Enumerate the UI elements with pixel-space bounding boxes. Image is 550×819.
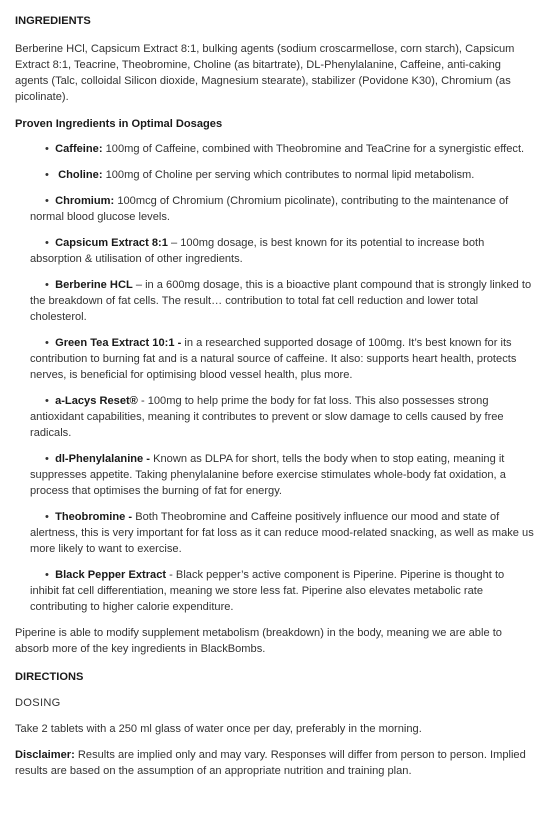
benefit-name: Green Tea Extract 10:1 - <box>55 337 182 349</box>
bullet: • <box>45 453 49 465</box>
bullet: • <box>45 195 49 207</box>
ingredients-heading: INGREDIENTS <box>15 15 91 27</box>
benefit-name: a-Lacys Reset® <box>55 395 138 407</box>
benefit-text: in a researched supported dosage of 100mg. It’s best known for its contribution to burning fat and is a natural source of caffeine. It also: supports heart health, protects nerves, is beneficial for optimising blood vessel health, plus more. <box>30 337 517 381</box>
bullet: • <box>45 569 49 581</box>
ingredients-text: Berberine HCl, Capsicum Extract 8:1, bulking agents (sodium croscarmellose, corn starch), Capsicum Extract 8:1, Teacrine, Theobromine, Choline (as bitartrate), DL-Phenylalanine, Caffeine, anti-caking agents (Talc, colloidal Silicon dioxide, Magnesium stearate), stabilizer (Povidone K30), Chromium (as picolinate). <box>15 43 515 103</box>
disclaimer <box>15 747 536 779</box>
ingredient-benefits-list <box>15 141 536 615</box>
benefit-text: – in a 600mg dosage, this is a bioactive plant compound that is strongly linked to the breakdown of fat cells. The result… contribution to total fat cell reduction and lower total cholesterol. <box>30 279 532 323</box>
benefit-name: Choline: <box>58 169 103 181</box>
directions-text: Take 2 tablets with a 250 ml glass of water once per day, preferably in the morning. <box>15 723 422 735</box>
benefit-name: Chromium: <box>55 195 115 207</box>
piperine-note: Piperine is able to modify supplement metabolism (breakdown) in the body, meaning we are able to absorb more of the key ingredients in BlackBombs. <box>15 627 502 655</box>
disclaimer-label: Disclaimer: <box>15 749 75 761</box>
bullet: • <box>45 511 49 523</box>
proven-ingredients-heading: Proven Ingredients in Optimal Dosages <box>15 118 223 130</box>
list-item <box>15 167 536 183</box>
bullet: • <box>45 337 49 349</box>
list-item <box>15 235 536 267</box>
benefit-text: Both Theobromine and Caffeine positively influence our mood and state of alertness, this is very important for fat loss as it can reduce mood-related snacking, as well as make us more likely to want to exercise. <box>30 511 534 555</box>
bullet: • <box>45 169 49 181</box>
bullet: • <box>45 143 49 155</box>
bullet: • <box>45 237 49 249</box>
bullet: • <box>45 279 49 291</box>
list-item <box>15 141 536 157</box>
directions-heading: DIRECTIONS <box>15 671 84 683</box>
benefit-text: – 100mg dosage, is best known for its potential to increase both absorption & utilisation of other ingredients. <box>30 237 485 265</box>
benefit-name: dl-Phenylalanine - <box>55 453 150 465</box>
dosing-subheading: DOSING <box>15 697 61 709</box>
list-item <box>15 451 536 499</box>
benefit-text: 100mcg of Chromium (Chromium picolinate), contributing to the maintenance of normal blood glucose levels. <box>30 195 509 223</box>
benefit-name: Capsicum Extract 8:1 <box>55 237 168 249</box>
benefit-text: - Black pepper’s active component is Piperine. Piperine is thought to inhibit fat cell differentiation, meaning we store less fat. Piperine also elevates metabolic rate contributing to higher calorie expenditure. <box>30 569 505 613</box>
list-item <box>15 277 536 325</box>
list-item <box>15 509 536 557</box>
benefit-name: Caffeine: <box>55 143 103 155</box>
list-item <box>15 567 536 615</box>
benefit-name: Theobromine - <box>55 511 133 523</box>
benefit-text: Known as DLPA for short, tells the body when to stop eating, meaning it suppresses appetite. Taking phenylalanine before exercise stimulates whole-body fat oxidation, a process that optimises the burning of fat for energy. <box>30 453 506 497</box>
list-item <box>15 193 536 225</box>
benefit-text: 100mg of Choline per serving which contributes to normal lipid metabolism. <box>102 169 475 181</box>
benefit-name: Black Pepper Extract <box>55 569 167 581</box>
benefit-text: 100mg of Caffeine, combined with Theobromine and TeaCrine for a synergistic effect. <box>102 143 525 155</box>
list-item <box>15 335 536 383</box>
disclaimer-text: Results are implied only and may vary. Responses will differ from person to person. Implied results are based on the assumption of an appropriate nutrition and training plan. <box>15 749 526 777</box>
benefit-name: Berberine HCL <box>55 279 133 291</box>
list-item <box>15 393 536 441</box>
benefit-text: - 100mg to help prime the body for fat loss. This also possesses strong antioxidant capabilities, meaning it contributes to prevent or slow damage to cells caused by free radicals. <box>30 395 504 439</box>
bullet: • <box>45 395 49 407</box>
